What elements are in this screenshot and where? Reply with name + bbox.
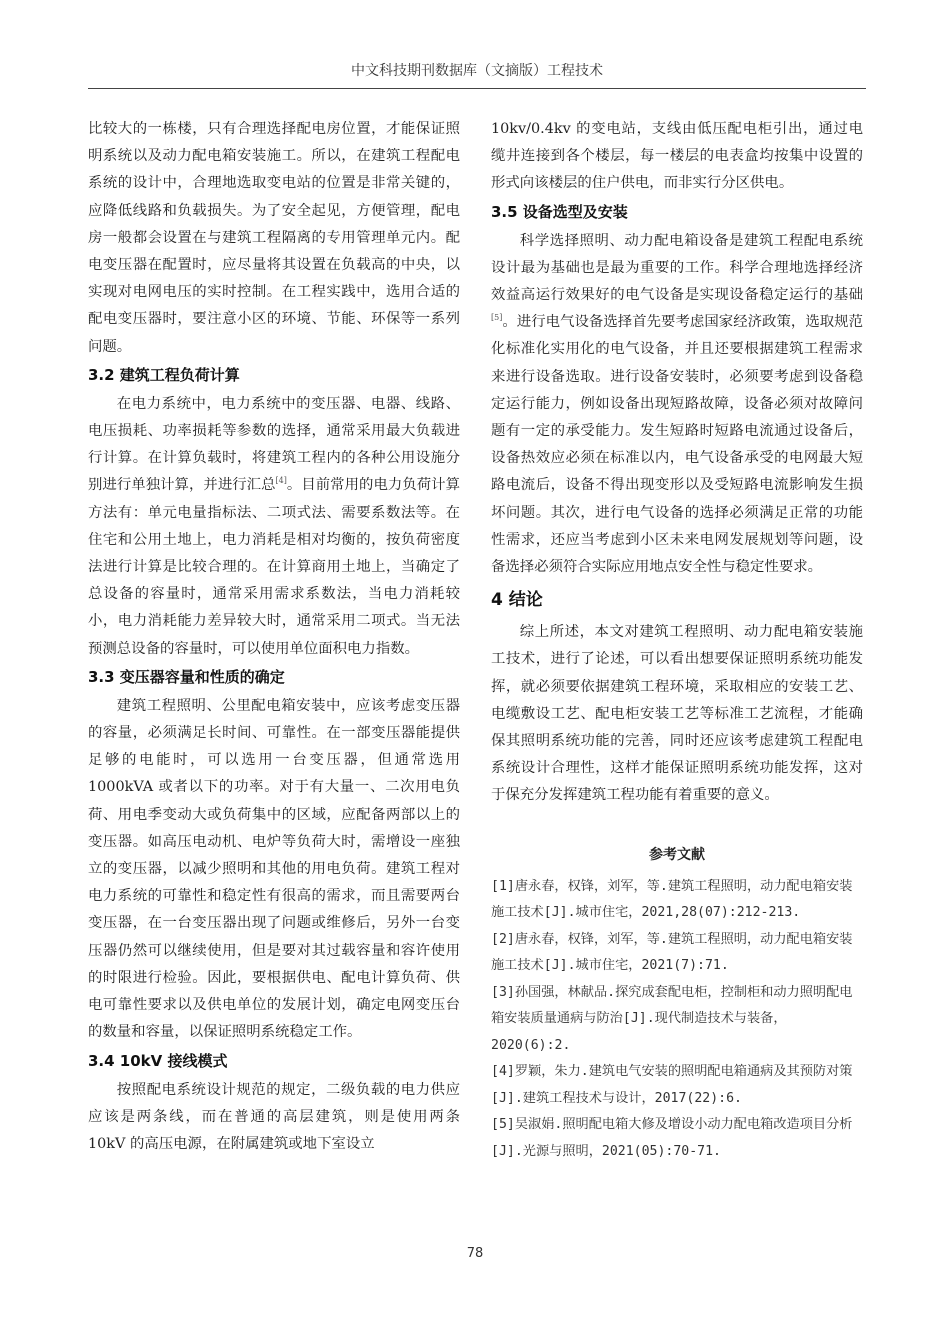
reference-item: [1]唐永春，权锋，刘军，等.建筑工程照明，动力配电箱安装施工技术[J].城市住宅，2021,28(07):212-213. [491, 878, 853, 921]
reference-item: [3]孙国强，林献品.探究成套配电柜，控制柜和动力照明配电箱安装质量通病与防治[J].现代制造技术与装备，2020(6):2. [491, 984, 853, 1053]
left-paragraph-1: 比较大的一栋楼，只有合理选择配电房位置，才能保证照明系统以及动力配电箱安装施工。所以，在建筑工程配电系统的设计中，合理地选取变电站的位置是非常关键的，应降低线路和负载损失。为了安全起见，方便管理，配电房一般都会设置在与建筑工程隔离的专用管理单元内。配电变压器在配置时，应尽量将其设置在负载高的中央，以实现对电网电压的实时控制。在工程实践中，选用合适的配电变压器时，要注意小区的环境、节能、环保等一系列问题。 [88, 121, 460, 355]
reference-list [491, 874, 863, 1166]
section-heading-4: 4 结论 [491, 590, 543, 611]
left-paragraph-4: 按照配电系统设计规范的规定，二级负载的电力供应应该是两条线，而在普通的高层建筑，则是使用两条 10kV 的高压电源，在附属建筑或地下室设立 [88, 1081, 460, 1152]
paragraph-text: 。目前常用的电力负荷计算方法有：单元电量指标法、二项式法、需要系数法等。在住宅和公用土地上，电力消耗是相对均衡的，按负荷密度法进行计算是比较合理的。在计算商用土地上，当确定了总设备的容量时，通常采用需求系数法，当电力消耗较小，电力消耗能力差异较大时，通常采用二项式。当无法预测总设备的容量时，可以使用单位面积电力指数。 [88, 477, 460, 657]
header-divider [88, 88, 866, 89]
page-number: 78 [466, 1246, 484, 1261]
paragraph-text: 在电力系统中，电力系统中的变压器、电器、线路、电压损耗、功率损耗等参数的选择，通常采用最大负载进行计算。在计算负载时，将建筑工程内的各种公用设施分别进行单独计算，并进行汇总 [88, 395, 460, 494]
citation-marker[interactable]: [4] [275, 476, 287, 486]
section-heading-3-5: 3.5 设备选型及安装 [491, 202, 628, 221]
paragraph-text: 科学选择照明、动力配电箱设备是建筑工程配电系统设计最为基础也是最为重要的工作。科学合理地选择经济效益高运行效果好的电气设备是实现设备稳定运行的基础 [491, 232, 863, 304]
right-paragraph-1: 10kv/0.4kv 的变电站，支线由低压配电柜引出，通过电缆井连接到各个楼层，每一楼层的电表盒均按集中设置的形式向该楼层的住户供电，而非实行分区供电。 [491, 121, 863, 192]
left-column [88, 116, 460, 1158]
paragraph-text: 。进行电气设备选择首先要考虑国家经济政策，选取规范化标准化实用化的电气设备，并且还要根据建筑工程需求来进行设备选取。进行设备安装时，必须要考虑到设备稳定运行能力，例如设备出现短路故障，设备必须对故障问题有一定的承受能力。发生短路时短路电流通过设备后，设备热效应必须在标准以内，电气设备承受的电网最大短路电流后，设备不得出现变形以及受短路电流影响发生损坏问题。其次，进行电气设备的选择必须满足正常的功能性需求，还应当考虑到小区未来电网发展规划等问题，设备选择必须符合实际应用地点安全性与稳定性要求。 [491, 314, 863, 576]
right-column [491, 116, 863, 1165]
section-heading-3-3: 3.3 变压器容量和性质的确定 [88, 667, 285, 686]
left-paragraph-2 [88, 391, 460, 663]
reference-item: [5]吴淑娟.照明配电箱大修及增设小动力配电箱改造项目分析[J].光源与照明，2021(05):70-71. [491, 1117, 853, 1159]
reference-item: [4]罗颖，朱力.建筑电气安装的照明配电箱通病及其预防对策[J].建筑工程技术与设计，2017(22):6. [491, 1064, 853, 1106]
section-heading-3-4: 3.4 10kV 接线模式 [88, 1051, 228, 1070]
right-paragraph-2 [491, 228, 863, 582]
reference-item: [2]唐永春，权锋，刘军，等.建筑工程照明，动力配电箱安装施工技术[J].城市住宅，2021(7):71. [491, 931, 853, 974]
citation-marker[interactable]: [5] [491, 313, 503, 323]
left-paragraph-3: 建筑工程照明、公里配电箱安装中，应该考虑变压器的容量，必须满足长时间、可靠性。在一部变压器能提供足够的电能时，可以选用一台变压器，但通常选用 1000kVA 或者以下的功率。对于有大量一、二次用电负荷、用电季变动大或负荷集中的区域，应配备两部以上的变压器。如高压电动机、电炉等负荷大时，需增设一座独立的变压器，以减少照明和其他的用电负荷。建筑工程对电力系统的可靠性和稳定性有很高的需求，而且需要两台变压器，在一台变压器出现了问题或维修后，另外一台变压器仍然可以继续使用，但是要对其过载容量和容许使用的时限进行检验。因此，要根据供电、配电计算负荷、供电可靠性要求以及供电单位的发展计划，确定电网变压台的数量和容量，以保证照明系统稳定工作。 [88, 697, 460, 1041]
references-title: 参考文献 [649, 846, 705, 863]
section-heading-3-2: 3.2 建筑工程负荷计算 [88, 365, 240, 384]
conclusion-paragraph: 综上所述，本文对建筑工程照明、动力配电箱安装施工技术，进行了论述，可以看出想要保证照明系统功能发挥，就必须要依据建筑工程环境，采取相应的安装工艺、电缆敷设工艺、配电柜安装工艺等标准工艺流程，才能确保其照明系统功能的完善，同时还应该考虑建筑工程配电系统设计合理性，这样才能保证照明系统功能发挥，这对于保充分发挥建筑工程功能有着重要的意义。 [491, 624, 863, 804]
journal-header: 中文科技期刊数据库（文摘版）工程技术 [351, 63, 603, 79]
